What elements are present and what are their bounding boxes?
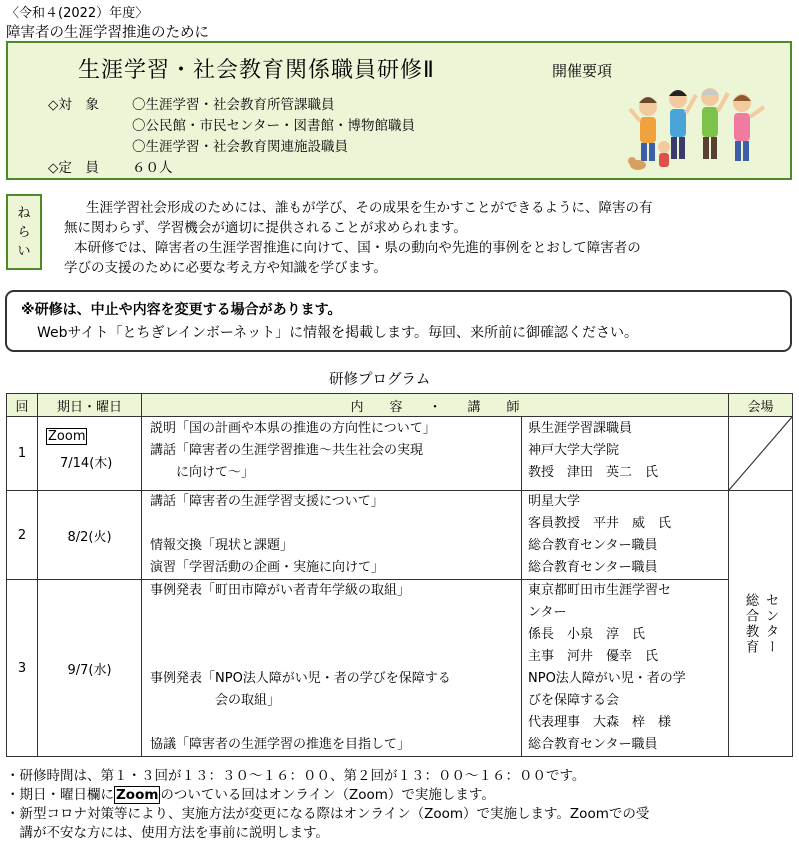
fiscal-year-label: 〈令和４(2022）年度〉 <box>6 6 149 21</box>
aim-text-line: 本研修では、障害者の生涯学習推進に向けて、国・県の動向や先進的事例をとおして障害者の <box>74 240 641 256</box>
exercising-people-illustration <box>628 77 778 177</box>
session-lecturer <box>522 417 729 491</box>
zoom-badge: Zoom <box>116 787 159 803</box>
program-table <box>6 393 793 757</box>
session-lecturer <box>522 580 729 757</box>
footnote-time: ・研修時間は、第１・３回が１３：３０～１６：００、第２回が１３：００～１６：００です。 <box>6 768 586 784</box>
session-date-cell <box>38 417 142 491</box>
footnote-zoom <box>6 783 495 803</box>
lecturer-line: 総合教育センター職員 <box>528 560 658 575</box>
notice-website: Webサイト「とちぎレインボーネット」に情報を掲載します。毎回、来所前に御確認ください。 <box>37 325 639 341</box>
capacity-label: ◇定 員 <box>48 160 99 176</box>
content-line: 講話「障害者の生涯学習支援について」 <box>150 494 384 509</box>
lecturer-line: 総合教育センター職員 <box>528 737 658 752</box>
lecturer-line: 客員教授 平井 威 氏 <box>528 516 672 531</box>
session-date: 8/2(火) <box>38 491 142 580</box>
aim-label-char: い <box>17 243 31 259</box>
notice-warning: ※研修は、中止や内容を変更する場合があります。 <box>21 302 342 318</box>
lecturer-line: びを保障する会 <box>528 693 620 708</box>
session-content <box>142 491 522 580</box>
content-line: 説明「国の計画や本県の推進の方向性について」 <box>150 421 436 436</box>
content-line: 講話「障害者の生涯学習推進～共生社会の実現 <box>150 443 424 458</box>
header-date: 期日・曜日 <box>38 394 142 417</box>
session-date: 7/14(木) <box>60 456 113 471</box>
capacity-value: ６０人 <box>132 160 173 176</box>
content-line: 演習「学習活動の企画・実施に向けて」 <box>150 560 385 575</box>
lecturer-line: 代表理事 大森 梓 様 <box>528 715 672 730</box>
content-line: 事例発表「町田市障がい者青年学級の取組」 <box>150 583 411 598</box>
aim-text-line: 学びの支援のために必要な考え方や知識を学びます。 <box>64 260 387 276</box>
session-number: 2 <box>7 491 38 580</box>
target-label: ◇対 象 <box>48 97 99 113</box>
content-line <box>150 513 521 535</box>
venue-cell <box>729 491 793 757</box>
program-title: 研修プログラム <box>329 372 431 388</box>
content-line <box>150 646 521 668</box>
footnote-zoom-post: のついている回はオンライン（Zoom）で実施します。 <box>160 787 495 803</box>
venue-line: 総合教育 <box>742 592 759 655</box>
lecturer-line: 係長 小泉 淳 氏 <box>528 627 646 642</box>
table-row <box>7 491 793 580</box>
session-number: 3 <box>7 580 38 757</box>
content-line: 協議「障害者の生涯学習の推進を目指して」 <box>150 737 411 752</box>
venue-slash-cell <box>729 417 793 491</box>
lecturer-line: ンター <box>528 605 567 620</box>
target-item: 〇生涯学習・社会教育関連施設職員 <box>132 139 348 155</box>
aim-label-char: ね <box>17 205 31 221</box>
header-venue: 会場 <box>729 394 793 417</box>
session-number: 1 <box>7 417 38 491</box>
lecturer-line: 主事 河井 優幸 氏 <box>528 649 659 664</box>
footnote-covid-cont: 講が不安な方には、使用方法を事前に説明します。 <box>6 825 329 841</box>
content-line <box>150 602 521 624</box>
session-lecturer <box>522 491 729 580</box>
content-line <box>150 712 521 734</box>
content-line <box>150 624 521 646</box>
notice-box <box>5 290 792 352</box>
target-item: 〇生涯学習・社会教育所管課職員 <box>132 97 335 113</box>
page-title: 生涯学習・社会教育関係職員研修Ⅱ <box>78 58 435 83</box>
table-row <box>7 417 793 491</box>
content-line: 会の取組」 <box>150 693 281 708</box>
lecturer-line: NPO法人障がい児・者の学 <box>528 671 686 686</box>
content-line: 情報交換「現状と課題」 <box>150 538 294 553</box>
page-subtitle: 障害者の生涯学習推進のために <box>6 25 209 41</box>
content-line: 事例発表「NPO法人障がい児・者の学びを保障する <box>150 671 451 686</box>
session-date: 9/7(水) <box>38 580 142 757</box>
title-suffix: 開催要項 <box>552 62 613 80</box>
venue-line: センター <box>762 592 779 655</box>
header-no: 回 <box>7 394 38 417</box>
footnote-covid: ・新型コロナ対策等により、実施方法が変更になる際はオンライン（Zoom）で実施します。Zoomでの受 <box>6 806 650 822</box>
lecturer-line: 神戸大学大学院 <box>528 443 620 458</box>
header-content: 内 容 ・ 講 師 <box>142 394 729 417</box>
lecturer-line: 東京都町田市生涯学習セ <box>528 583 672 598</box>
target-item: 〇公民館・市民センター・図書館・博物館職員 <box>132 118 415 134</box>
table-row <box>7 580 793 757</box>
lecturer-line: 教授 津田 英二 氏 <box>528 465 659 480</box>
lecturer-line: 県生涯学習課職員 <box>528 421 633 436</box>
session-content <box>142 417 522 491</box>
content-line: に向けて～」 <box>150 465 255 480</box>
aim-text-line: 生涯学習社会形成のためには、誰もが学び、その成果を生かすことができるように、障害の有 <box>86 200 653 216</box>
aim-label-char: ら <box>17 224 31 240</box>
session-content <box>142 580 522 757</box>
footnote-zoom-pre: ・期日・曜日欄に <box>6 787 114 803</box>
zoom-badge: Zoom <box>48 429 86 444</box>
lecturer-line: 明星大学 <box>528 494 581 509</box>
lecturer-line: 総合教育センター職員 <box>528 538 658 553</box>
aim-text-line: 無に関わらず、学習機会が適切に提供されることが求められます。 <box>64 220 467 236</box>
title-box <box>6 41 792 180</box>
slash-mark <box>729 417 792 490</box>
aim-label-box <box>6 194 42 270</box>
table-header-row <box>7 394 793 417</box>
